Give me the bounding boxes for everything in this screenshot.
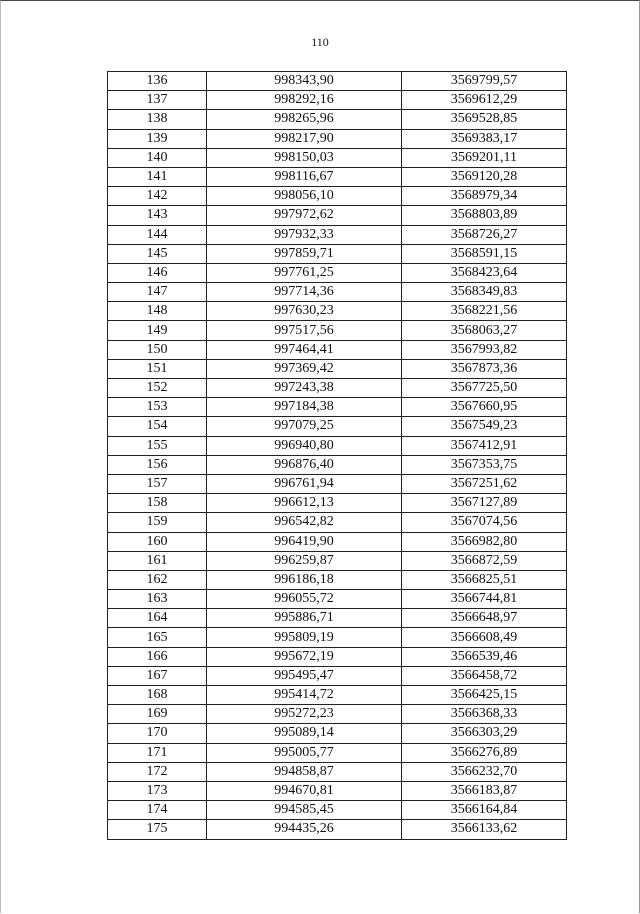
x-coordinate-cell: 996612,13 — [207, 494, 402, 513]
y-coordinate-cell: 3566872,59 — [402, 551, 567, 570]
point-number-cell: 154 — [108, 417, 207, 436]
point-number-cell: 172 — [108, 762, 207, 781]
point-number-cell: 142 — [108, 187, 207, 206]
y-coordinate-cell: 3566164,84 — [402, 801, 567, 820]
y-coordinate-cell: 3569528,85 — [402, 110, 567, 129]
table-row — [108, 724, 567, 743]
table-row — [108, 148, 567, 167]
point-number-cell: 158 — [108, 494, 207, 513]
y-coordinate-cell: 3567074,56 — [402, 513, 567, 532]
table-row — [108, 705, 567, 724]
point-number-cell: 137 — [108, 91, 207, 110]
x-coordinate-cell: 996055,72 — [207, 590, 402, 609]
x-coordinate-cell: 994670,81 — [207, 781, 402, 800]
y-coordinate-cell: 3566425,15 — [402, 686, 567, 705]
y-coordinate-cell: 3566133,62 — [402, 820, 567, 839]
y-coordinate-cell: 3568979,34 — [402, 187, 567, 206]
y-coordinate-cell: 3568349,83 — [402, 283, 567, 302]
x-coordinate-cell: 997464,41 — [207, 340, 402, 359]
table-row — [108, 398, 567, 417]
y-coordinate-cell: 3567725,50 — [402, 379, 567, 398]
point-number-cell: 153 — [108, 398, 207, 417]
y-coordinate-cell: 3567353,75 — [402, 455, 567, 474]
table-row — [108, 551, 567, 570]
point-number-cell: 152 — [108, 379, 207, 398]
point-number-cell: 148 — [108, 302, 207, 321]
table-row — [108, 283, 567, 302]
x-coordinate-cell: 997517,56 — [207, 321, 402, 340]
x-coordinate-cell: 994435,26 — [207, 820, 402, 839]
y-coordinate-cell: 3568063,27 — [402, 321, 567, 340]
table-row — [108, 72, 567, 91]
table-row — [108, 666, 567, 685]
table-row — [108, 321, 567, 340]
point-number-cell: 138 — [108, 110, 207, 129]
point-number-cell: 159 — [108, 513, 207, 532]
x-coordinate-cell: 997369,42 — [207, 359, 402, 378]
point-number-cell: 145 — [108, 244, 207, 263]
table-row — [108, 609, 567, 628]
y-coordinate-cell: 3566608,49 — [402, 628, 567, 647]
x-coordinate-cell: 995005,77 — [207, 743, 402, 762]
point-number-cell: 166 — [108, 647, 207, 666]
x-coordinate-cell: 996940,80 — [207, 436, 402, 455]
y-coordinate-cell: 3568726,27 — [402, 225, 567, 244]
point-number-cell: 160 — [108, 532, 207, 551]
table-row — [108, 494, 567, 513]
table-row — [108, 436, 567, 455]
point-number-cell: 164 — [108, 609, 207, 628]
y-coordinate-cell: 3567549,23 — [402, 417, 567, 436]
point-number-cell: 168 — [108, 686, 207, 705]
point-number-cell: 140 — [108, 148, 207, 167]
x-coordinate-cell: 998217,90 — [207, 129, 402, 148]
x-coordinate-cell: 997630,23 — [207, 302, 402, 321]
table-row — [108, 379, 567, 398]
x-coordinate-cell: 998343,90 — [207, 72, 402, 91]
table-row — [108, 532, 567, 551]
x-coordinate-cell: 998116,67 — [207, 167, 402, 186]
x-coordinate-cell: 995886,71 — [207, 609, 402, 628]
point-number-cell: 171 — [108, 743, 207, 762]
table-row — [108, 513, 567, 532]
x-coordinate-cell: 997079,25 — [207, 417, 402, 436]
table-row — [108, 129, 567, 148]
table-row — [108, 686, 567, 705]
y-coordinate-cell: 3569799,57 — [402, 72, 567, 91]
point-number-cell: 174 — [108, 801, 207, 820]
table-row — [108, 743, 567, 762]
table-row — [108, 781, 567, 800]
point-number-cell: 141 — [108, 167, 207, 186]
table-row — [108, 801, 567, 820]
y-coordinate-cell: 3569201,11 — [402, 148, 567, 167]
x-coordinate-cell: 995089,14 — [207, 724, 402, 743]
point-number-cell: 175 — [108, 820, 207, 839]
point-number-cell: 167 — [108, 666, 207, 685]
y-coordinate-cell: 3567993,82 — [402, 340, 567, 359]
y-coordinate-cell: 3566982,80 — [402, 532, 567, 551]
y-coordinate-cell: 3567660,95 — [402, 398, 567, 417]
x-coordinate-cell: 994585,45 — [207, 801, 402, 820]
table-row — [108, 244, 567, 263]
point-number-cell: 173 — [108, 781, 207, 800]
y-coordinate-cell: 3568221,56 — [402, 302, 567, 321]
y-coordinate-cell: 3566744,81 — [402, 590, 567, 609]
x-coordinate-cell: 997184,38 — [207, 398, 402, 417]
y-coordinate-cell: 3569120,28 — [402, 167, 567, 186]
x-coordinate-cell: 995495,47 — [207, 666, 402, 685]
y-coordinate-cell: 3566368,33 — [402, 705, 567, 724]
table-row — [108, 187, 567, 206]
point-number-cell: 162 — [108, 570, 207, 589]
table-row — [108, 455, 567, 474]
table-row — [108, 474, 567, 493]
table-row — [108, 206, 567, 225]
table-row — [108, 110, 567, 129]
x-coordinate-cell: 995414,72 — [207, 686, 402, 705]
x-coordinate-cell: 996186,18 — [207, 570, 402, 589]
x-coordinate-cell: 997859,71 — [207, 244, 402, 263]
page-number: 110 — [311, 35, 329, 49]
point-number-cell: 157 — [108, 474, 207, 493]
y-coordinate-cell: 3568423,64 — [402, 263, 567, 282]
point-number-cell: 156 — [108, 455, 207, 474]
table-row — [108, 340, 567, 359]
point-number-cell: 161 — [108, 551, 207, 570]
point-number-cell: 151 — [108, 359, 207, 378]
coordinates-table — [107, 71, 567, 840]
x-coordinate-cell: 995272,23 — [207, 705, 402, 724]
point-number-cell: 155 — [108, 436, 207, 455]
x-coordinate-cell: 998265,96 — [207, 110, 402, 129]
y-coordinate-cell: 3567127,89 — [402, 494, 567, 513]
table-row — [108, 570, 567, 589]
point-number-cell: 139 — [108, 129, 207, 148]
table-row — [108, 762, 567, 781]
point-number-cell: 136 — [108, 72, 207, 91]
y-coordinate-cell: 3566303,29 — [402, 724, 567, 743]
y-coordinate-cell: 3566458,72 — [402, 666, 567, 685]
y-coordinate-cell: 3566276,89 — [402, 743, 567, 762]
x-coordinate-cell: 996259,87 — [207, 551, 402, 570]
y-coordinate-cell: 3568803,89 — [402, 206, 567, 225]
y-coordinate-cell: 3566825,51 — [402, 570, 567, 589]
y-coordinate-cell: 3567873,36 — [402, 359, 567, 378]
table-row — [108, 225, 567, 244]
x-coordinate-cell: 997932,33 — [207, 225, 402, 244]
x-coordinate-cell: 996761,94 — [207, 474, 402, 493]
table-row — [108, 590, 567, 609]
x-coordinate-cell: 997761,25 — [207, 263, 402, 282]
table-row — [108, 167, 567, 186]
table-row — [108, 359, 567, 378]
table-row — [108, 628, 567, 647]
y-coordinate-cell: 3566648,97 — [402, 609, 567, 628]
x-coordinate-cell: 997243,38 — [207, 379, 402, 398]
table-row — [108, 417, 567, 436]
x-coordinate-cell: 996542,82 — [207, 513, 402, 532]
y-coordinate-cell: 3567412,91 — [402, 436, 567, 455]
y-coordinate-cell: 3569383,17 — [402, 129, 567, 148]
y-coordinate-cell: 3567251,62 — [402, 474, 567, 493]
point-number-cell: 170 — [108, 724, 207, 743]
y-coordinate-cell: 3566183,87 — [402, 781, 567, 800]
point-number-cell: 150 — [108, 340, 207, 359]
table-row — [108, 263, 567, 282]
point-number-cell: 146 — [108, 263, 207, 282]
table-row — [108, 647, 567, 666]
y-coordinate-cell: 3569612,29 — [402, 91, 567, 110]
x-coordinate-cell: 998056,10 — [207, 187, 402, 206]
x-coordinate-cell: 998292,16 — [207, 91, 402, 110]
point-number-cell: 147 — [108, 283, 207, 302]
x-coordinate-cell: 996876,40 — [207, 455, 402, 474]
table-row — [108, 820, 567, 839]
x-coordinate-cell: 998150,03 — [207, 148, 402, 167]
x-coordinate-cell: 997714,36 — [207, 283, 402, 302]
x-coordinate-cell: 994858,87 — [207, 762, 402, 781]
table-row — [108, 302, 567, 321]
x-coordinate-cell: 995809,19 — [207, 628, 402, 647]
x-coordinate-cell: 995672,19 — [207, 647, 402, 666]
point-number-cell: 144 — [108, 225, 207, 244]
x-coordinate-cell: 997972,62 — [207, 206, 402, 225]
table-row — [108, 91, 567, 110]
y-coordinate-cell: 3566232,70 — [402, 762, 567, 781]
point-number-cell: 169 — [108, 705, 207, 724]
y-coordinate-cell: 3566539,46 — [402, 647, 567, 666]
point-number-cell: 163 — [108, 590, 207, 609]
y-coordinate-cell: 3568591,15 — [402, 244, 567, 263]
coordinates-table-body — [108, 72, 567, 840]
point-number-cell: 149 — [108, 321, 207, 340]
x-coordinate-cell: 996419,90 — [207, 532, 402, 551]
point-number-cell: 143 — [108, 206, 207, 225]
point-number-cell: 165 — [108, 628, 207, 647]
